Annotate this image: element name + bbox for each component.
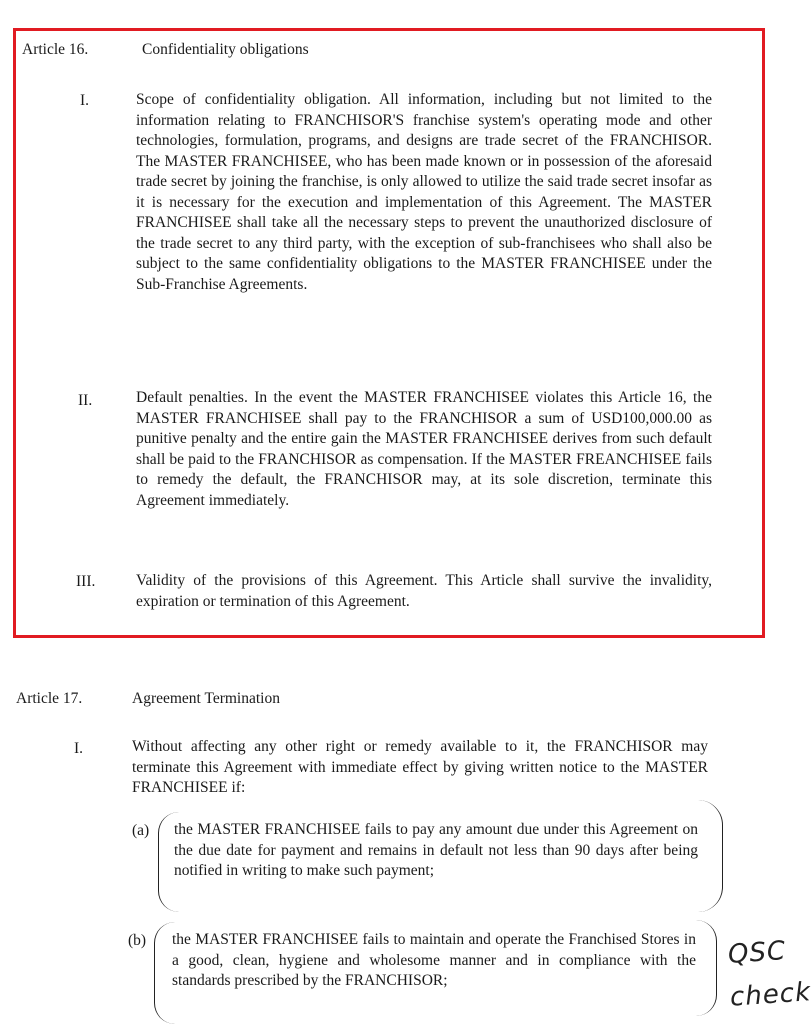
article-17-intro-text: Without affecting any other right or remedy available to it, the FRANCHISOR may terminate this Agreement with immediate effect by giving written notice to the MASTER FRANCHISEE if: — [132, 738, 708, 796]
subclause-b-label: (b) — [128, 932, 147, 949]
article-16-number: Article 16. — [22, 41, 89, 58]
article-16-clause-3-number: III. — [76, 573, 96, 590]
bracket-a-right — [698, 800, 723, 912]
article-16-clause-3-text: Validity of the provisions of this Agreement. This Article shall survive the invalidity, expiration or termination of this Agreement. — [136, 572, 712, 610]
handwritten-note-line-2: check — [729, 977, 812, 1013]
article-17-clause-1-number: I. — [74, 740, 84, 757]
article-16-clause-2-text: Default penalties. In the event the MASTER FRANCHISEE violates this Article 16, the MASTER FRANCHISEE shall pay to the FRANCHISOR a sum of USD100,000.00 as punitive penalty and the entire gain the MASTER FRANCHISEE derives from such default shall be paid to the FRANCHISOR as compensation. If the MASTER FREANCHISEE fails to remedy the default, the FRANCHISOR may, at its sole discretion, terminate this Agreement immediately. — [136, 389, 712, 509]
article-16-clause-1-number: I. — [80, 92, 90, 109]
subclause-b-text: the MASTER FRANCHISEE fails to maintain and operate the Franchised Stores in a good, clean, hygiene and wholesome manner and in compliance with the standards prescribed by the FRANCHISOR; — [172, 931, 696, 989]
bracket-b-right — [696, 920, 717, 1016]
handwritten-note-line-1: QSC — [727, 936, 788, 970]
subclause-a-label: (a) — [132, 822, 150, 839]
article-16-title: Confidentiality obligations — [142, 41, 309, 58]
article-17-title: Agreement Termination — [132, 690, 280, 707]
article-16-clause-1-text: Scope of confidentiality obligation. All information, including but not limited to the information relating to FRANCHISOR'S franchise system's operating mode and other technologies, formulation, programs, and designs are trade secret of the FRANCHISOR. The MASTER FRANCHISEE, who has been made known or in possession of the aforesaid trade secret by joining the franchise, is only allowed to utilize the said trade secret insofar as it is necessary for the execution and implementation of this Agreement. The MASTER FRANCHISEE shall take all the necessary steps to prevent the unauthorized disclosure of the trade secret to any third party, with the exception of sub-franchisees who shall also be subject to the same confidentiality obligations to the MASTER FRANCHISEE under the Sub-Franchise Agreements. — [136, 91, 712, 293]
article-17-number: Article 17. — [16, 690, 83, 707]
subclause-a-text: the MASTER FRANCHISEE fails to pay any amount due under this Agreement on the due date for payment and remains in default not less than 90 days after being notified in writing to make such payment; — [174, 821, 698, 879]
article-16-clause-2-number: II. — [78, 392, 93, 409]
